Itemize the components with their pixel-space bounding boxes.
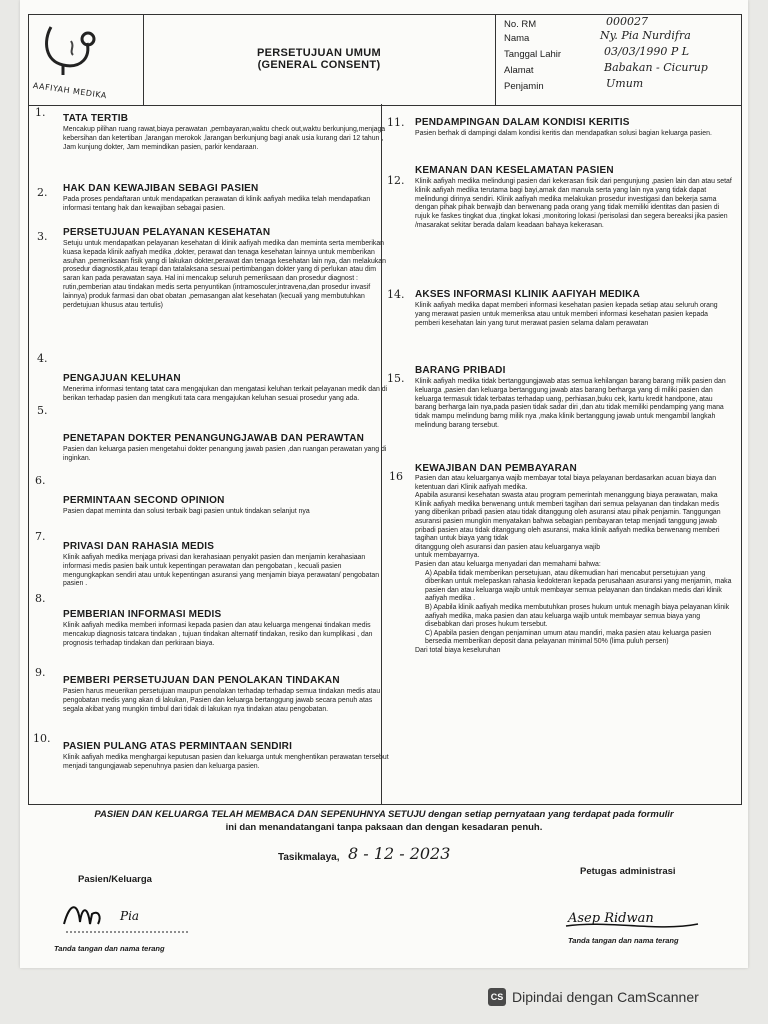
section-number: 3. <box>37 230 48 243</box>
field-nama: Nama <box>504 33 530 44</box>
stethoscope-logo-icon <box>41 21 111 81</box>
section-persetujuan-penolakan: PEMBERI PERSETUJUAN DAN PENOLAKAN TINDAKAN Pasien harus meuerikan persetujuan maupun penolakan terhadap terhadap semua tindakan medis atau pengobatan medis yang akan di lakukan, Pasien dan keluarga bertanggung jawab secara penuh atas segala akibat yang mungkin timbul dari tidak di lakukan nya tindakan atau pengobatan. <box>63 675 381 713</box>
title-line1: PERSETUJUAN UMUM <box>257 47 381 59</box>
logo-box <box>29 15 144 105</box>
section-number: 12. <box>387 174 405 187</box>
camscanner-watermark <box>488 988 699 1006</box>
section-pendampingan: PENDAMPINGAN DALAM KONDISI KERITIS Pasien berhak di dampingi dalam kondisi keritis dan mendapatkan solusi bagian keluarga pasien. <box>415 117 712 137</box>
field-penjamin: Penjamin <box>504 81 544 92</box>
section-pulang-sendiri: PASIEN PULANG ATAS PERMINTAAN SENDIRI Klinik aafiyah medika menghargai keputusan pasien dan keluarga untuk menghentikan perawatan tersebut menjadi tangungjawab sepenuhnya pasien dan keluarga pasien. <box>63 741 389 770</box>
section-barang-pribadi: BARANG PRIBADI Klinik aafiyah medika tidak bertanggungjawab atas semua kehilangan barang barang milik pasien dan keluarga ,pasien dan keluarga bertanggung jawab atas barang berharga yang di miliki pasien dan keluarga termasuk tidak terbatas terhadap uang, perhiasan,buku cek, kartu kredit handpone, atau barang berharga lain nya,pada pasien tidak sadar diri ,dan atu tidak memiliki pendamping yang mana tidak mampu melindung barng milik nya ,maka klinik bertanggung jawab untuk mengambil langkah melindung barang tersebut. <box>415 365 726 429</box>
admin-signature-name: Asep Ridwan <box>568 911 654 926</box>
logo-text: AAFIYAH MEDIKA <box>32 81 108 101</box>
section-kewajiban-pembayaran: KEWAJIBAN DAN PEMBAYARAN Pasien dan atau keluarganya wajib membayar total biaya pelayanan berdasarkan acuan biaya dan ketentuan dari Klinik aafiyah medika. Apabila asuransi kesehatan swasta atau program pemerintah menanggung biaya perawatan, maka Klinik aafiyah medika berwenang untuk memberi tagihan dari semua pelayanan dan tindakan medis yang diberikan pribadi pasien atau tidak ditanggung oleh asuransi atau pihak penjamin. Tanggungan asuransi pasien mungkin menyatakan bahwa sebagian pembayaran tetap menjadi tanggung jawab pribadi pasien atau tidak ditanggung oleh asuransi, maka klinik aafiyah medika berwenang memberi tagihan untuk biaya yang tidak ditanggung oleh asuransi dan pasien atau keluarganya wajib untuk membayarnya. Pasien dan atau keluarga menyadari dan memahami bahwa: A) Apabila tidak memberikan persetujuan, atau dikemudian hari mencabut persetujuan yang diberikan untuk melepaskan rahasia kedokteran kepada perusahaan asuransi yang menjamin, maka pasien dan atau keluarga wajib untuk membayar semua pelayanan dan tindakan medis dari klinik aafiyah medika . B) Apabila klinik aafiyah medika membutuhkan proses hukum untuk menagih biaya pelayanan klinik aafiyah medika, maka pasien dan atau keluarga wajib untuk membayar semua biaya yang disebabkan dari proses hukum tersebut. C) Apabila pasien dengan penjaminan umum atau mandiri, maka pasien atau keluarga pasien bersedia memberikan deposit dana pelayanan minimal 50% (lima puluh persen) Dari total biaya keseluruhan <box>415 463 732 654</box>
patient-signer-label: Pasien/Keluarga <box>78 874 152 885</box>
section-number: 15. <box>387 372 405 385</box>
admin-signature-caption: Tanda tangan dan nama terang <box>568 936 679 945</box>
section-number: 8. <box>35 592 46 605</box>
declaration-line2: ini dan menandatangani tanpa paksaan dan dengan kesadaran penuh. <box>225 822 543 833</box>
camscanner-text: Dipindai dengan CamScanner <box>512 989 699 1005</box>
section-second-opinion: PERMINTAAN SECOND OPINION Pasien dapat meminta dan solusi terbaik bagi pasien untuk tindakan selanjut nya <box>63 495 310 515</box>
section-privasi: PRIVASI DAN RAHASIA MEDIS Klinik aafiyah medika menjaga privasi dan kerahasiaan penyakit pasien dan menjamin kerahasiaan informasi medis pasien baik untuk kepentingan perawatan dan pengobatan , kecuali pasien mengungkapkan sendiri atau untuk kepentingan asuransi yang menjamin biaya perawatan/ pengobatan pasien . <box>63 541 380 588</box>
section-number: 11. <box>387 116 405 129</box>
value-tanggal-lahir: 03/03/1990 P L <box>604 45 690 58</box>
section-number: 2. <box>37 186 48 199</box>
patient-signature-caption: Tanda tangan dan nama terang <box>54 944 165 953</box>
section-akses-informasi: AKSES INFORMASI KLINIK AAFIYAH MEDIKA Klinik aafiyah medika dapat memberi informasi kesehatan pasien kepada setiap atau seluruh orang yang merawat pasien untuk memeriksa atau untuk memberi informasi kesehatan pasien kepada pemberi kesehatan lain yang turut merawat pasien selama dalam perawatan <box>415 289 718 327</box>
section-persetujuan-pelayanan: PERSETUJUAN PELAYANAN KESEHATAN Setuju untuk mendapatkan pelayanan kesehatan di klinik aafiyah medika dan meminta serta memberikan kuasa kepada klinik aafiyah medika ,dokter, perawat dan tenaga kesehatan lainnya untuk memberikan asuhan ,pemeriksaan fisik yang di lakukan dokter,perawat dan tenaga kesehatan lain nya, dan melakukan prosedur diagnostik,atau terapi dan tatalaksana sesuai pertimbangan dokter yang di perlukan atau dim saran kan pada perawatan saya. Hal ini mencakup seluruh pemeriksaan dan prosedur diagnost : rutin,pemberian atau tindakan medis serta penyuntikan (intramosculer,intravena,dan prosedur invasif lainnya) produk farmasi dan obat obatan ,pemasangan alat kesehatan (kecuali yang membutuhkan perdetujuan khusus atau tertulis) <box>63 227 386 309</box>
field-alamat: Alamat <box>504 65 534 76</box>
title-line2: (GENERAL CONSENT) <box>257 59 381 71</box>
section-number: 9. <box>35 666 46 679</box>
value-penjamin: Umum <box>606 77 644 90</box>
declaration-line1: PASIEN DAN KELUARGA TELAH MEMBACA DAN SEPENUHNYA SETUJU dengan setiap pernyataan yang terdapat pada formulir <box>94 809 674 820</box>
admin-signer-label: Petugas administrasi <box>580 866 676 877</box>
admin-signature <box>548 898 718 938</box>
field-no-rm: No. RM <box>504 19 537 30</box>
section-hak-kewajiban: HAK DAN KEWAJIBAN SEBAGI PASIEN Pada proses pendaftaran untuk mendapatkan perawatan di klinik aafiyah medika telah mendapatkan informasi tentang hak dan kewajiban sebagai pasien. <box>63 183 371 212</box>
form-title <box>144 15 494 105</box>
value-alamat: Babakan - Cicurup <box>604 61 708 74</box>
camscanner-icon: CS <box>488 988 506 1006</box>
value-nama: Ny. Pia Nurdifra <box>600 29 691 42</box>
section-number: 14. <box>387 288 405 301</box>
patient-identity-box <box>495 15 742 105</box>
field-tanggal-lahir: Tanggal Lahir <box>504 49 562 60</box>
patient-signature <box>58 894 198 938</box>
section-number: 10. <box>33 732 51 745</box>
form-body <box>28 104 742 805</box>
section-keamanan: KEMANAN DAN KESELAMATAN PASIEN Klinik aafiyah medika melindungi pasien dari kekerasan fisik dari pengunjung ,pasien lain dan atau setaf klinik aafiyah medika terutama bagi bayi,amak dan manula serta yang lain nya yang tidak dapat melindungi dirinya sendiri. Klinik aafiyah medika melakukan prosedur investigasi dan bekerja sama dengan pihak pihak berwajib dan berwenang pada orang yang tidak memiliki identitas dan pasien di rujuk ke faskes tingkat dua ,tingkat lokasi ,monitoring lokasi /perisolasi dan segera bereaksi jika pasien /masarakat sekitar berada dalam keadaan bahaya kekerasan. <box>415 165 732 229</box>
consent-form-page <box>20 0 748 968</box>
section-number: 16 <box>389 470 403 483</box>
signing-date: 8 - 12 - 2023 <box>348 844 451 863</box>
section-informasi-medis: PEMBERIAN INFORMASI MEDIS Klinik aafiyah medika memberi informasi kepada pasien dan atau keluarga mengenai tindakan medis mencakup diagnosis tatcara tindakan , tujuan tindakan alternatif tindakan, resiko dan kumplikasi , dan prognosis terhadap tindakan dan perkiraan biaya. <box>63 609 373 647</box>
form-footer <box>28 808 740 953</box>
section-number: 1. <box>35 106 46 119</box>
section-pengajuan-keluhan: PENGAJUAN KELUHAN Menerima informasi tentang tatat cara mengajukan dan mengatasi keluhan terkait pelayanan medik dan di berikan terhadap pasien dan mengikuti tata cara mengajukan keluhan sesuai prosedur yang ada. <box>63 373 388 402</box>
section-tata-tertib: TATA TERTIB Mencakup pilihan ruang rawat,biaya perawatan ,pembayaran,waktu check out,waktu berkunjung,menjaga kebersihan dan ketertiban ,larangan merokok ,larangan berkunjung bagi anak usia kurang dari 12 tahun , Jam kunjung dokter, Jam memindikan pasien, parkir kendaraan. <box>63 113 386 151</box>
section-penetapan-dokter: PENETAPAN DOKTER PENANGUNGJAWAB DAN PERAWTAN Pasien dan keluarga pasien mengetahui dokter penangung jawab pasien ,dan ruangan perawatan yang di inginkan. <box>63 433 387 462</box>
patient-signature-name: Pia <box>120 909 140 923</box>
section-number: 4. <box>37 352 48 365</box>
section-number: 6. <box>35 474 46 487</box>
city-label: Tasikmalaya, <box>278 852 340 863</box>
section-number: 5. <box>37 404 48 417</box>
section-number: 7. <box>35 530 46 543</box>
form-header <box>28 14 742 106</box>
value-no-rm: 000027 <box>606 15 648 28</box>
